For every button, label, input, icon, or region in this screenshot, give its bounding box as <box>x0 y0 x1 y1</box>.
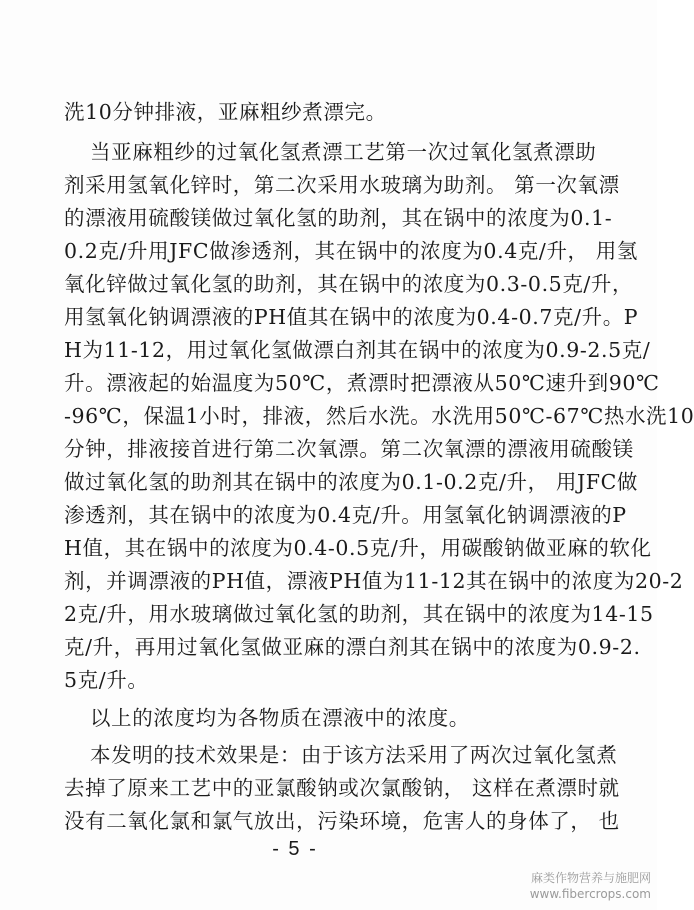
text-line: 做过氧化氢的助剂其在锅中的浓度为0.1-0.2克/升， 用JFC做 <box>64 470 638 494</box>
text-line: H为11-12，用过氧化氢做漂白剂其在锅中的浓度为0.9-2.5克/ <box>64 338 651 362</box>
watermark-title: 麻类作物营养与施肥网 <box>530 871 651 885</box>
text-line: 洗10分钟排液，亚麻粗纱煮漂完。 <box>64 100 387 124</box>
text-line: 剂，并调漂液的PH值，漂液PH值为11-12其在锅中的浓度为20-2 <box>64 569 684 593</box>
text-line: 的漂液用硫酸镁做过氧化氢的助剂，其在锅中的浓度为0.1- <box>64 206 613 230</box>
text-line: 没有二氧化氯和氯气放出，污染环境，危害人的身体了， 也 <box>64 809 620 833</box>
watermark <box>530 870 651 902</box>
text-line: 本发明的技术效果是：由于该方法采用了两次过氧化氢煮 <box>90 743 618 767</box>
text-line: H值，其在锅中的浓度为0.4-0.5克/升，用碳酸钠做亚麻的软化 <box>64 536 652 560</box>
text-line: 剂采用氢氧化锌时，第二次采用水玻璃为助剂。 第一次氧漂 <box>64 173 620 197</box>
text-line: 升。漂液起的始温度为50℃，煮漂时把漂液从50℃速升到90℃ <box>64 371 660 395</box>
page-number: - 5 - <box>272 838 318 860</box>
text-line: 当亚麻粗纱的过氧化氢煮漂工艺第一次过氧化氢煮漂助 <box>90 140 597 164</box>
text-line: 2克/升，用水玻璃做过氧化氢的助剂，其在锅中的浓度为14-15 <box>64 602 654 626</box>
text-line: -96℃，保温1小时，排液，然后水洗。水洗用50℃-67℃热水洗10 <box>64 404 694 428</box>
text-line: 5克/升。 <box>64 668 149 692</box>
text-line: 去掉了原来工艺中的亚氯酸钠或次氯酸钠， 这样在煮漂时就 <box>64 776 620 800</box>
text-line: 氧化锌做过氧化氢的助剂，其在锅中的浓度为0.3-0.5克/升， <box>64 272 634 296</box>
text-line: 克/升，再用过氧化氢做亚麻的漂白剂其在锅中的浓度为0.9-2. <box>64 635 641 659</box>
text-line: 用氢氧化钠调漂液的PH值其在锅中的浓度为0.4-0.7克/升。P <box>64 305 639 329</box>
text-line: 渗透剂，其在锅中的浓度为0.4克/升。用氢氧化钠调漂液的P <box>64 503 627 527</box>
text-line: 分钟，排液接首进行第二次氧漂。第二次氧漂的漂液用硫酸镁 <box>64 437 634 461</box>
text-line: 0.2克/升用JFC做渗透剂，其在锅中的浓度为0.4克/升， 用氢 <box>64 239 638 263</box>
text-line: 以上的浓度均为各物质在漂液中的浓度。 <box>90 706 470 730</box>
watermark-url: www.fibercrops.com <box>529 887 651 901</box>
